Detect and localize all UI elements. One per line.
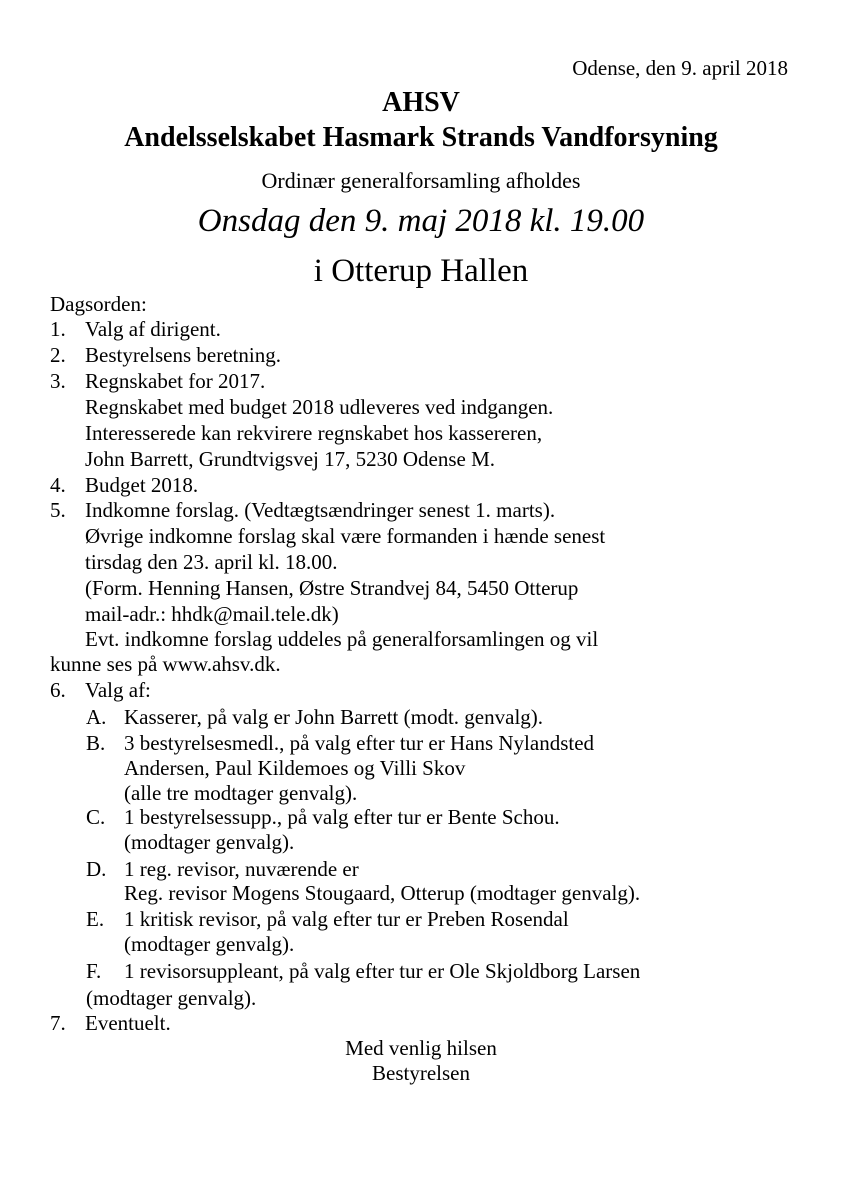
sub-item-letter: E.	[86, 907, 105, 931]
sub-item-letter: B.	[86, 731, 106, 755]
sub-item-letter: C.	[86, 805, 106, 829]
sub-item-text: 1 kritisk revisor, på valg efter tur er Preben Rosendal	[124, 907, 569, 931]
agenda-item-detail: tirsdag den 23. april kl. 18.00.	[85, 550, 338, 574]
agenda-item-detail: kunne ses på www.ahsv.dk.	[50, 652, 281, 676]
agenda-item-detail: Regnskabet med budget 2018 udleveres ved indgangen.	[85, 395, 554, 419]
agenda-item-number: 7.	[50, 1011, 66, 1035]
agenda-item-text: Indkomne forslag. (Vedtægtsændringer senest 1. marts).	[85, 498, 556, 522]
sub-item-detail: Andersen, Paul Kildemoes og Villi Skov	[124, 756, 466, 780]
agenda-item-detail: (Form. Henning Hansen, Østre Strandvej 84, 5450 Otterup	[85, 576, 579, 600]
meeting-venue: i Otterup Hallen	[313, 253, 529, 289]
sub-item-text: 1 bestyrelsessupp., på valg efter tur er Bente Schou.	[124, 805, 560, 829]
agenda-item-number: 4.	[50, 473, 66, 497]
agenda-item-detail: John Barrett, Grundtvigsvej 17, 5230 Odense M.	[85, 447, 496, 471]
agenda-item-text: Regnskabet for 2017.	[85, 369, 266, 393]
sub-item-detail: (modtager genvalg).	[124, 932, 295, 956]
agenda-item-text: Valg af dirigent.	[85, 317, 221, 341]
sub-item-letter: A.	[86, 705, 107, 729]
meeting-intro: Ordinær generalforsamling afholdes	[261, 168, 581, 193]
sub-item-text: 1 reg. revisor, nuværende er	[124, 857, 359, 881]
agenda-item-detail: Øvrige indkomne forslag skal være formanden i hænde senest	[85, 524, 606, 548]
agenda-item-detail: Interesserede kan rekvirere regnskabet hos kassereren,	[85, 421, 543, 445]
agenda-item-text: Budget 2018.	[85, 473, 199, 497]
agenda-item-number: 2.	[50, 343, 66, 367]
closing-greeting: Med venlig hilsen	[345, 1036, 497, 1060]
agenda-item-number: 1.	[50, 317, 66, 341]
agenda-item-detail: mail-adr.: hhdk@mail.tele.dk)	[85, 602, 339, 626]
sub-item-detail: (modtager genvalg).	[86, 986, 257, 1010]
date-line: Odense, den 9. april 2018	[572, 56, 788, 80]
agenda-heading: Dagsorden:	[50, 292, 147, 316]
sub-item-detail: Reg. revisor Mogens Stougaard, Otterup (modtager genvalg).	[124, 881, 641, 905]
agenda-item-number: 6.	[50, 678, 66, 702]
sub-item-text: Kasserer, på valg er John Barrett (modt. genvalg).	[124, 705, 544, 729]
agenda-item-text: Valg af:	[85, 678, 151, 702]
sub-item-text: 1 revisorsuppleant, på valg efter tur er Ole Skjoldborg Larsen	[124, 959, 641, 983]
agenda-item-text: Eventuelt.	[85, 1011, 171, 1035]
organization-acronym: AHSV	[382, 87, 460, 118]
meeting-date: Onsdag den 9. maj 2018 kl. 19.00	[197, 203, 645, 239]
agenda-item-number: 3.	[50, 369, 66, 393]
sub-item-letter: F.	[86, 959, 102, 983]
sub-item-text: 3 bestyrelsesmedl., på valg efter tur er Hans Nylandsted	[124, 731, 595, 755]
closing-signature: Bestyrelsen	[372, 1061, 470, 1085]
sub-item-detail: (alle tre modtager genvalg).	[124, 781, 358, 805]
sub-item-detail: (modtager genvalg).	[124, 830, 295, 854]
organization-name: Andelsselskabet Hasmark Strands Vandforsyning	[124, 122, 718, 153]
agenda-item-number: 5.	[50, 498, 66, 522]
agenda-item-text: Bestyrelsens beretning.	[85, 343, 281, 367]
sub-item-letter: D.	[86, 857, 107, 881]
agenda-item-detail: Evt. indkomne forslag uddeles på generalforsamlingen og vil	[85, 627, 599, 651]
